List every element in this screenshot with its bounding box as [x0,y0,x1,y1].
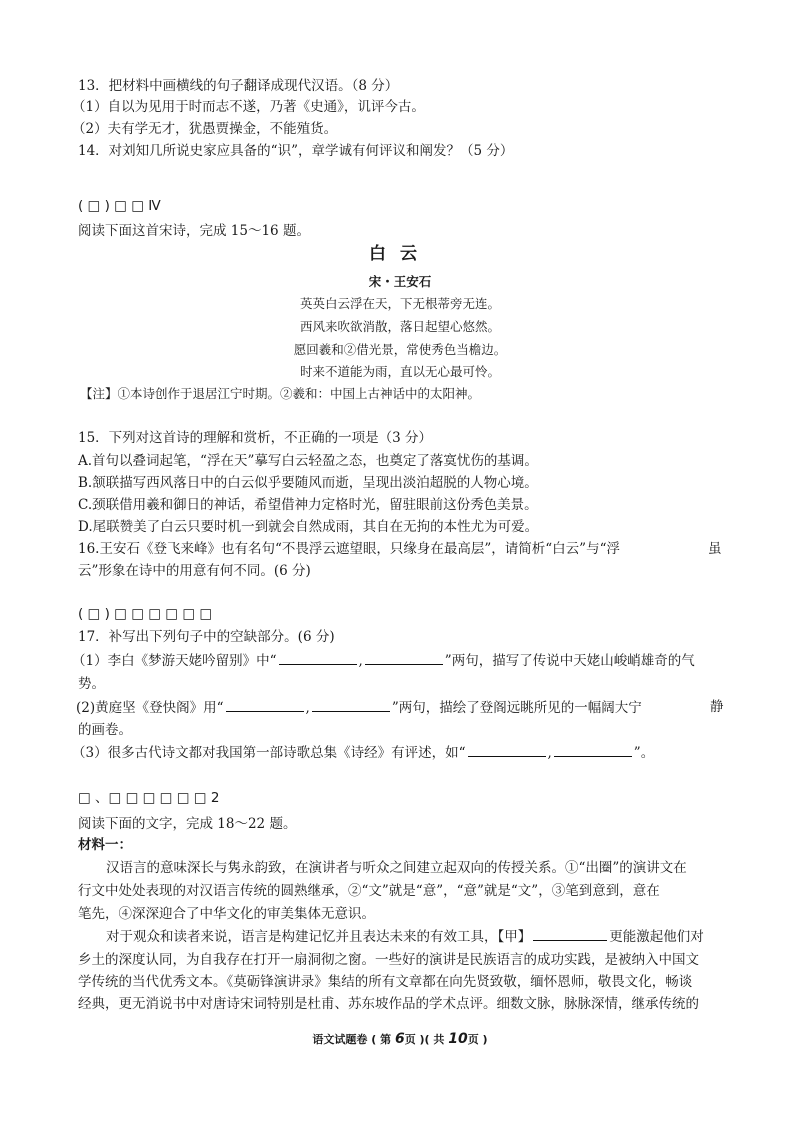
section-heading-4: ( □ ) □ □ Ⅳ [78,198,161,214]
passage-line: 乡土的深度认同，为自我存在打开一扇洞彻之窗。一些好的演讲是民族语言的成功实践，是被纳入中国文 [78,952,699,968]
answer-blank[interactable] [279,651,357,665]
q17-stem: 17．补写出下列句子中的空缺部分。(6 分) [78,629,335,645]
q13-sentence-2: （2）夫有学无才，犹愚贾操金，不能殖货。 [72,121,338,137]
footer-text: 页 )( 共 [404,1033,449,1046]
poem-note: 【注】①本诗创作于退居江宁时期。②羲和：中国上古神话中的太阳神。 [80,386,481,401]
poem-line: 英英白云浮在天，下无根蒂旁无连。 [299,296,500,311]
page-footer [0,1030,800,1049]
q16-tail: 虽 [708,541,722,557]
poem-line: 西风来吹欲消散，落日起望心悠然。 [299,319,500,334]
total-pages: 10 [448,1031,468,1047]
comma: , [358,653,363,669]
passage-line: 经典，更无消说书中对唐诗宋词特别是杜甫、苏东坡作品的学术点评。细数文脉，脉脉深情，继承传统的 [78,996,699,1012]
section-intro: 阅读下面的文字，完成 18～22 题。 [78,816,297,832]
q17-item-2-tail: 静 [710,699,724,715]
comma: , [547,745,552,761]
material-label: 材料一： [78,837,132,853]
section-intro: 阅读下面这首宋诗，完成 15～16 题。 [78,223,310,239]
footer-text: 页 ) [467,1033,488,1046]
q17-item-3-text: ”。 [633,745,655,761]
answer-blank[interactable] [226,698,304,712]
q16-line-1: 16.王安石《登飞来峰》也有名句“不畏浮云遮望眼，只缘身在最高层”，请简析“白云”与“浮 [78,541,620,557]
passage-line: 学传统的当代优秀文本。《莫砺锋演讲录》集结的所有文章都在向先贤致敬，缅怀恩师，敬畏文化，畅谈 [78,974,693,990]
passage-line: 笔先，④深深迎合了中华文化的审美集体无意识。 [78,906,375,922]
footer-text: 语文试题卷 ( 第 [312,1033,395,1046]
q17-item-2-text: ”两句，描绘了登阁远眺所见的一幅阔大宁 [391,700,642,716]
q15-option-b: B.颔联描写西风落日中的白云似乎要随风而逝，呈现出淡泊超脱的人物心境。 [78,475,538,491]
q17-item-1 [72,651,695,670]
q15-stem: 15．下列对这首诗的理解和赏析，不正确的一项是（3 分） [78,430,433,446]
passage-line: 行文中处处表现的对汉语言传统的圆熟继承，②“文”就是“意”，“意”就是“文”，③笔到意到，意在 [78,883,660,899]
q13-stem: 13．把材料中画横线的句子翻译成现代汉语。（8 分） [78,78,399,94]
q17-item-3 [72,743,654,762]
answer-blank[interactable] [468,743,546,757]
poem-line: 时来不道能为雨，直以无心最可怜。 [299,364,500,379]
comma: , [305,700,310,716]
passage-line [106,927,704,946]
q17-item-2-cont: 的画卷。 [78,722,132,738]
passage-line: 汉语言的意味深长与隽永韵致，在演讲者与听众之间建立起双向的传授关系。①“出圈”的演讲文在 [106,860,687,876]
q15-option-d: D.尾联赞美了白云只要时机一到就会自然成雨，其自在无拘的本性尤为可爱。 [78,519,539,535]
q17-item-2-text: (2)黄庭坚《登快阁》用“ [76,700,224,716]
q15-option-c: C.颈联借用羲和御日的神话，希望借神力定格时光，留驻眼前这份秀色美景。 [78,497,538,513]
answer-blank[interactable] [365,651,443,665]
section-heading-5: ( □ ) □ □ □ □ □ □ [78,606,213,622]
answer-blank[interactable] [312,698,390,712]
q17-item-1-cont: 势。 [78,676,105,692]
answer-blank-jia[interactable] [533,927,607,941]
q17-item-2 [76,698,642,717]
q17-item-1-text: ”两句，描写了传说中天姥山峻峭雄奇的气 [444,653,695,669]
poem-author: 宋・王安石 [368,274,432,289]
q17-item-3-text: （3）很多古代诗文都对我国第一部诗歌总集《诗经》有评述，如“ [72,745,466,761]
q14-stem: 14．对刘知几所说史家应具备的“识”，章学诚有何评议和阐发？（5 分） [78,143,514,159]
answer-blank[interactable] [554,743,632,757]
q13-sentence-1: （1）自以为见用于时而志不遂，乃著《史通》，讥评今古。 [72,99,425,115]
passage-text: 更能激起他们对 [609,929,704,945]
poem-line: 愿回羲和②借光景，常使秀色当檐边。 [293,342,507,357]
section-heading-b: □ 、□ □ □ □ □ □ 2 [78,790,220,806]
page-number: 6 [394,1031,405,1047]
q17-item-1-text: （1）李白《梦游天姥吟留别》中“ [72,653,277,669]
q16-line-2: 云”形象在诗中的用意有何不同。(6 分) [78,563,311,579]
poem-title: 白云 [369,244,431,264]
q15-option-a: A.首句以叠词起笔，“浮在天”摹写白云轻盈之态，也奠定了落寞忧伤的基调。 [78,453,538,469]
passage-text: 对于观众和读者来说，语言是构建记忆并且表达未来的有效工具，【甲】 [106,929,532,945]
